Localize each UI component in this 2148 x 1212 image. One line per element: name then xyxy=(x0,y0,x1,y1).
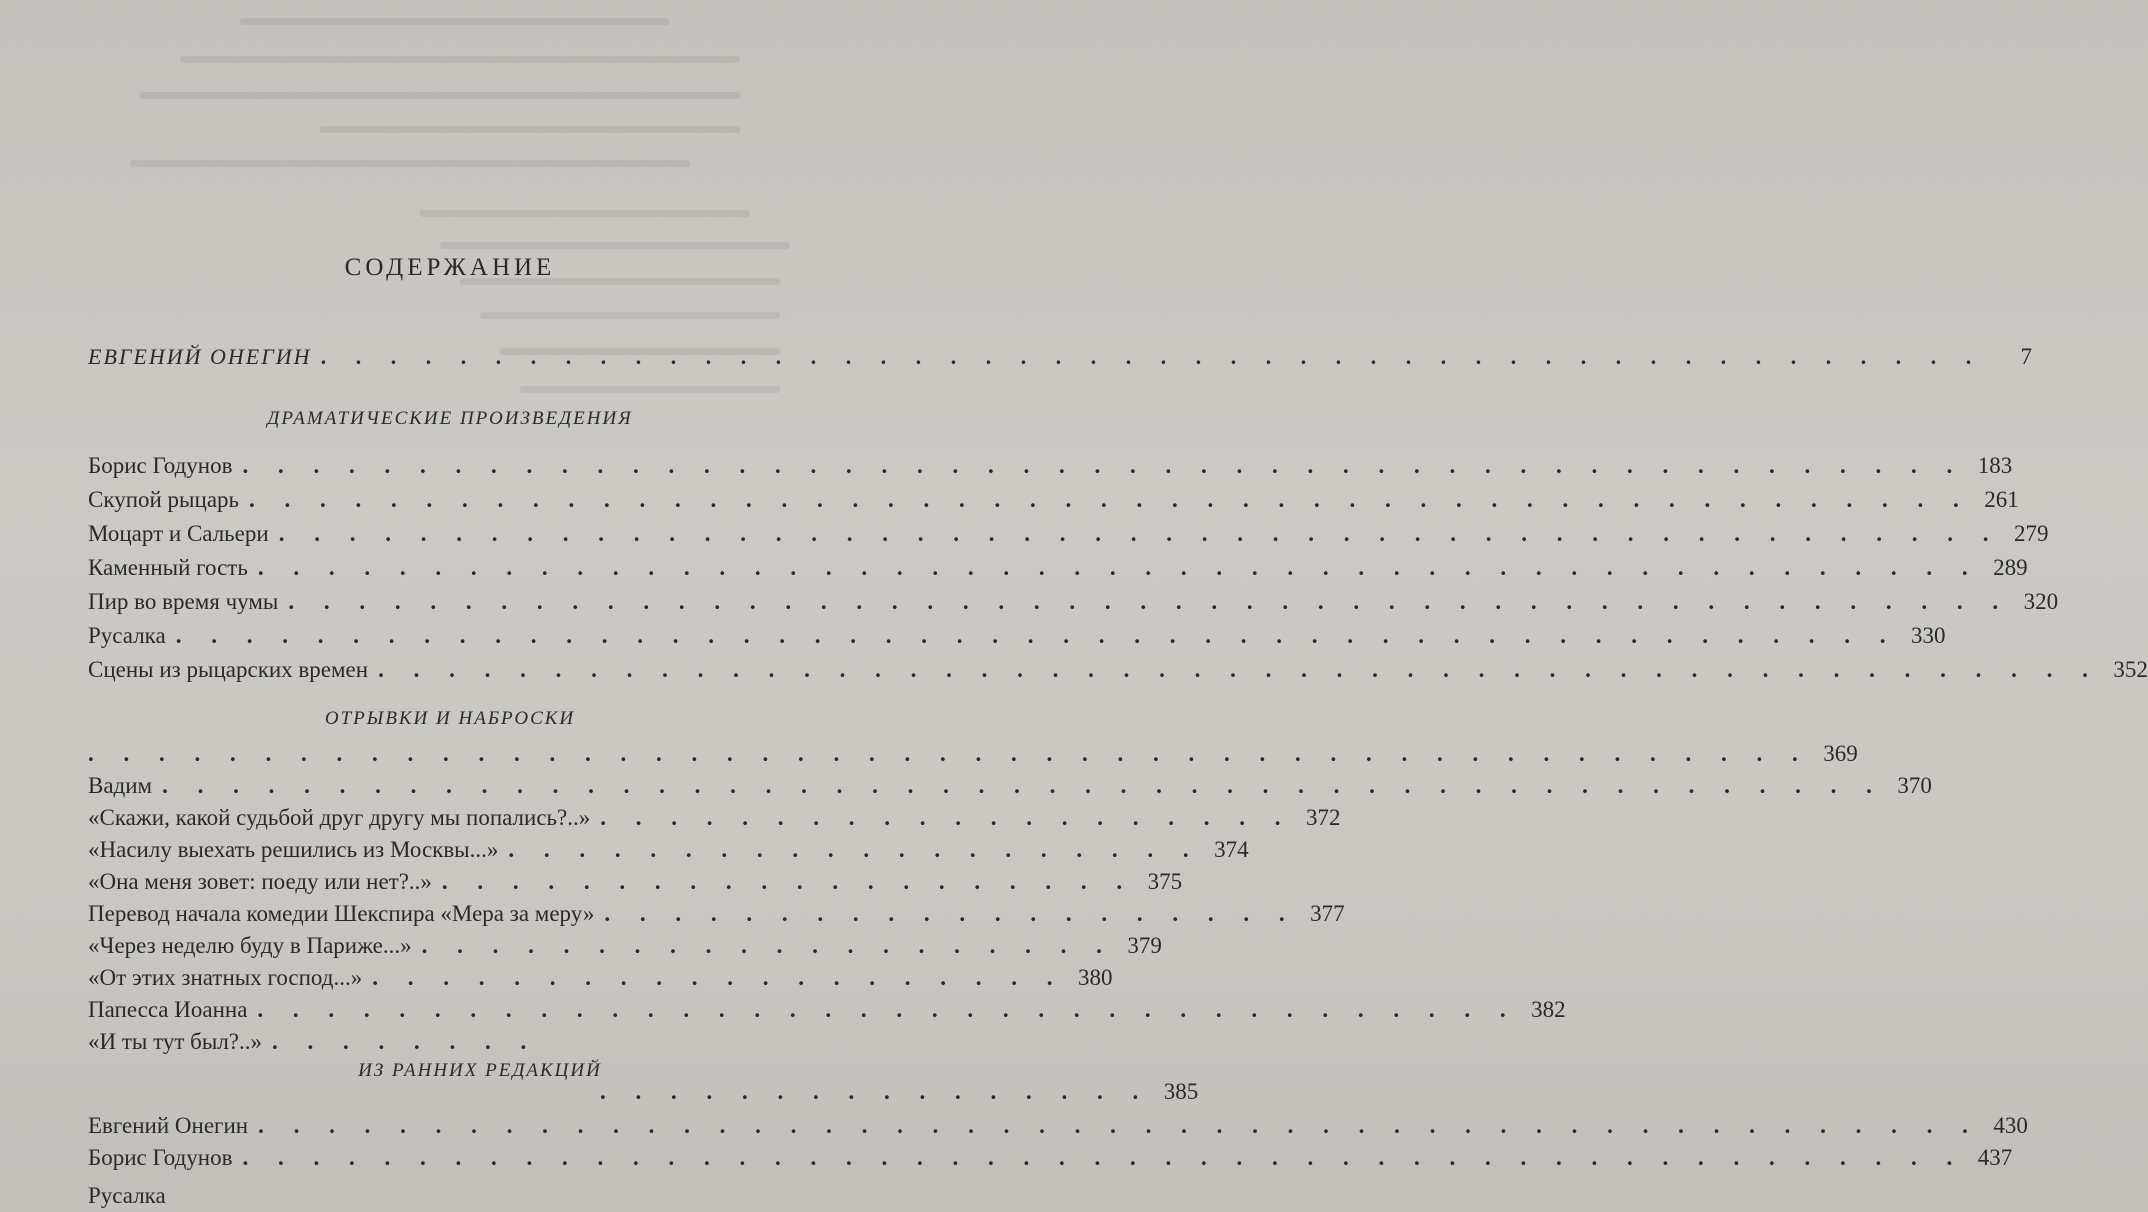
toc-entry[interactable] xyxy=(88,1026,854,1058)
toc-entry-label: Папесса Иоанна xyxy=(88,997,248,1022)
dot-leader: . . . . . . . . . . . . . . . . . . . . . . . . . . . . . . . . . . . . . . . . . . . . . . . . . xyxy=(242,1145,1965,1170)
dot-leader: . . . . . . . . . . . . . . . . . . . . . . . . . . . . . . . . . . . . xyxy=(257,997,1518,1022)
toc-entry[interactable] xyxy=(88,518,2049,550)
dot-leader: . . . . . . . . . . . . . . . . . . . . . . . . . . . . . . . . . . . . . . . . . . . . . . . . xyxy=(321,344,1984,369)
dot-leader: . . . . . . . . . . . . . . . . . . . . xyxy=(508,837,1201,862)
toc-entry-label: «Через неделю буду в Париже...» xyxy=(88,933,412,958)
toc-entry[interactable] xyxy=(88,620,1946,652)
toc-entry-label: Борис Годунов xyxy=(88,1145,233,1170)
toc-entry-label: Скупой рыцарь xyxy=(88,487,240,512)
toc-entry-page: 183 xyxy=(1977,453,2013,478)
toc-entry-label: Русалка xyxy=(88,1183,166,1208)
toc-entry-page: 375 xyxy=(1147,869,1183,894)
toc-main-entry[interactable] xyxy=(88,341,2032,373)
dot-leader: . . . . . . . . xyxy=(272,1029,539,1054)
toc-entry-page: 261 xyxy=(1984,487,2019,512)
toc-entry-label: Каменный гость xyxy=(88,555,248,580)
toc-entry[interactable] xyxy=(88,770,1932,802)
toc-entry-label: «Насилу выехать решились из Москвы...» xyxy=(88,837,499,862)
toc-entry[interactable] xyxy=(88,834,1249,866)
toc-entry-label: «И ты тут был?..» xyxy=(88,1029,263,1054)
toc-entry[interactable] xyxy=(88,654,2148,686)
toc-entry[interactable] xyxy=(88,962,1113,994)
toc-entry[interactable] xyxy=(88,552,2028,584)
toc-entry-page: 379 xyxy=(1127,933,1162,958)
toc-entry-page: 372 xyxy=(1305,805,1341,830)
toc-entry-label: ЕВГЕНИЙ ОНЕГИН xyxy=(88,344,312,369)
toc-entry[interactable] xyxy=(88,586,2059,618)
toc-entry-page: 385 xyxy=(1163,1079,1199,1104)
toc-entry[interactable] xyxy=(88,994,1566,1026)
dot-leader: . . . . . . . . . . . . . . . . . . . . xyxy=(372,965,1065,990)
dot-leader: . . . . . . . . . . . . . . . . . . . . . . . . . . . . . . . . . . . . . . . . . . . . . . . . . xyxy=(378,657,2100,682)
section-heading: ИЗ РАННИХ РЕДАКЦИЙ xyxy=(358,1060,602,1081)
dot-leader: . . . . . . . . . . . . . . . . . . . . xyxy=(604,901,1297,926)
toc-entry-page: 374 xyxy=(1214,837,1249,862)
section-heading: ОТРЫВКИ И НАБРОСКИ xyxy=(324,708,576,729)
toc-entry-label: Борис Годунов xyxy=(88,453,233,478)
toc-entry-label: Вадим xyxy=(88,773,153,798)
toc-entry-label: «Скажи, какой судьбой друг другу мы попались?..» xyxy=(88,805,591,830)
toc-entry-page: 289 xyxy=(1993,555,2028,580)
section-heading: ДРАМАТИЧЕСКИЕ ПРОИЗВЕДЕНИЯ xyxy=(267,408,633,429)
toc-entry[interactable] xyxy=(88,866,1183,898)
toc-entry-page: 7 xyxy=(2020,344,2032,369)
toc-entry[interactable] xyxy=(88,484,2019,516)
toc-entry-page: 320 xyxy=(2023,589,2059,614)
toc-entry[interactable] xyxy=(88,1110,2028,1142)
dot-leader: . . . . . . . . . . . . . . . . . . . . xyxy=(421,933,1114,958)
dot-leader: . . . . . . . . . . . . . . . . . . . . . . . . . . . . . . . . . . . . . . . . . . . . . . . . . xyxy=(278,521,2001,546)
toc-entry[interactable] xyxy=(88,1180,854,1212)
toc-entry-page: 380 xyxy=(1077,965,1113,990)
dot-leader: . . . . . . . . . . . . . . . . . . . . . . . . . . . . . . . . . . . . . . . . . . . . . . . . . xyxy=(175,623,1898,648)
toc-entry-page: 279 xyxy=(2013,521,2049,546)
toc-entry-label: Моцарт и Сальери xyxy=(88,521,269,546)
dot-leader: . . . . . . . . . . . . . . . . . . . . xyxy=(441,869,1135,894)
toc-entry-label: Русалка xyxy=(88,623,166,648)
toc-entry-page: 430 xyxy=(1993,1113,2028,1138)
dot-leader: . . . . . . . . . . . . . . . . . . . . . . . . . . . . . . . . . . . . . . . . . . . . . . . . . xyxy=(242,453,1965,478)
toc-entry-page: 370 xyxy=(1897,773,1932,798)
toc-entry-label: «Она меня зовет: поеду или нет?..» xyxy=(88,869,432,894)
toc-entry-page: 437 xyxy=(1977,1145,2013,1170)
page-title: СОДЕРЖАНИЕ xyxy=(344,254,556,281)
dot-leader: . . . . . . . . . . . . . . . . xyxy=(600,1079,1151,1104)
toc-entry-label: Пир во время чумы xyxy=(88,589,279,614)
toc-entry[interactable] xyxy=(88,1142,2013,1174)
toc-entry-label: Евгений Онегин xyxy=(88,1113,249,1138)
toc-entry-label: Перевод начала комедии Шекспира «Мера за меру» xyxy=(88,901,595,926)
dot-leader: . . . . . . . . . . . . . . . . . . . . . . . . . . . . . . . . . . . . . . . . . . . . . . . . . xyxy=(258,1113,1980,1138)
dot-leader: . . . . . . . . . . . . . . . . . . . . . . . . . . . . . . . . . . . . . . . . . . . . . . . . . xyxy=(162,773,1884,798)
toc-entry-page: 352 xyxy=(2113,657,2148,682)
toc-entry-page: 377 xyxy=(1310,901,1345,926)
toc-entry-page: 382 xyxy=(1531,997,1566,1022)
toc-entry-page: 369 xyxy=(1823,741,1858,766)
toc-entry-untitled[interactable] xyxy=(600,1076,1199,1108)
toc-entry[interactable] xyxy=(88,450,2013,482)
dot-leader: . . . . . . . . . . . . . . . . . . . . . . . . . . . . . . . . . . . . . . . . . . . . . . . . . xyxy=(288,589,2011,614)
dot-leader: . . . . . . . . . . . . . . . . . . . . xyxy=(600,805,1293,830)
toc-entry[interactable] xyxy=(88,930,1162,962)
dot-leader: . . . . . . . . . . . . . . . . . . . . . . . . . . . . . . . . . . . . . . . . . . . . . . . . . xyxy=(88,741,1810,766)
show-through-text xyxy=(120,0,820,440)
toc-entry-label: Сцены из рыцарских времен xyxy=(88,657,369,682)
toc-entry-label: «От этих знатных господ...» xyxy=(88,965,363,990)
toc-entry-page: 330 xyxy=(1910,623,1946,648)
toc-entry-untitled[interactable] xyxy=(88,738,1858,770)
dot-leader: . . . . . . . . . . . . . . . . . . . . . . . . . . . . . . . . . . . . . . . . . . . . . . . . . xyxy=(249,487,1971,512)
toc-entry[interactable] xyxy=(88,802,1341,834)
toc-entry[interactable] xyxy=(88,898,1345,930)
dot-leader: . . . . . . . . . . . . . . . . . . . . . . . . . . . . . . . . . . . . . . . . . . . . . . . . . xyxy=(257,555,1980,580)
